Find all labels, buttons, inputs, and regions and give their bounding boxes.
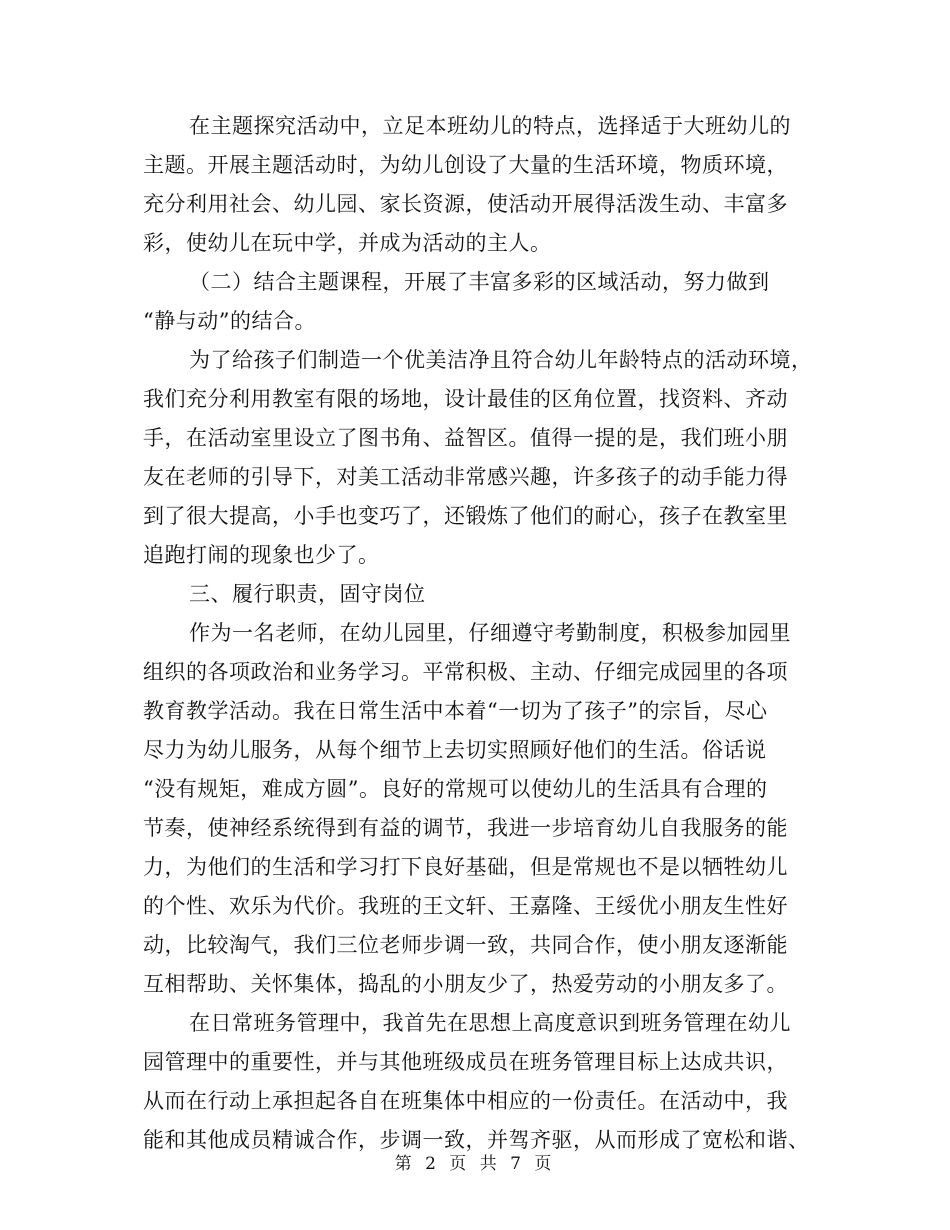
paragraph-line: 教育教学活动。我在日常生活中本着“一切为了孩子”的宗旨，尽心 <box>143 699 768 723</box>
paragraph-line: 力，为他们的生活和学习打下良好基础，但是常规也不是以牺牲幼儿 <box>143 855 788 879</box>
page-footer: 第 2 页 共 7 页 <box>394 1154 556 1174</box>
paragraph-line: 互相帮助、关怀集体，捣乱的小朋友少了，热爱劳动的小朋友多了。 <box>143 972 788 996</box>
paragraph-line: 主题。开展主题活动时，为幼儿创设了大量的生活环境，物质环境， <box>143 153 788 177</box>
paragraph-line: 节奏，使神经系统得到有益的调节，我进一步培育幼儿自我服务的能 <box>143 816 788 840</box>
paragraph-line: 组织的各项政治和业务学习。平常积极、主动、仔细完成园里的各项 <box>143 660 788 684</box>
paragraph-line: 手，在活动室里设立了图书角、益智区。值得一提的是，我们班小朋 <box>143 426 788 450</box>
paragraph-line: “没有规矩，难成方圆”。良好的常规可以使幼儿的生活具有合理的 <box>143 777 768 801</box>
paragraph-line: 我们充分利用教室有限的场地，设计最佳的区角位置，找资料、齐动 <box>143 387 788 411</box>
paragraph-line: 能和其他成员精诚合作，步调一致，并驾齐驱，从而形成了宽松和谐、 <box>143 1128 810 1152</box>
paragraph-line: 尽力为幼儿服务，从每个细节上去切实照顾好他们的生活。俗话说 <box>143 738 767 762</box>
paragraph-line: 充分利用社会、幼儿园、家长资源，使活动开展得活泼生动、丰富多 <box>143 192 788 216</box>
paragraph-line: 彩，使幼儿在玩中学，并成为活动的主人。 <box>143 231 552 255</box>
paragraph-line: 到了很大提高，小手也变巧了，还锻炼了他们的耐心，孩子在教室里 <box>143 504 788 528</box>
paragraph-line: 作为一名老师，在幼儿园里，仔细遵守考勤制度，积极参加园里 <box>189 621 791 645</box>
section-heading-line: “静与动”的结合。 <box>143 309 316 333</box>
paragraph-line: 从而在行动上承担起各自在班集体中相应的一份责任。在活动中，我 <box>143 1089 788 1113</box>
paragraph-line: 园管理中的重要性，并与其他班级成员在班务管理目标上达成共识， <box>143 1050 788 1074</box>
paragraph-line: 追跑打闹的现象也少了。 <box>143 543 380 567</box>
paragraph-line: 为了给孩子们制造一个优美洁净且符合幼儿年龄特点的活动环境， <box>189 348 813 372</box>
paragraph-line: 的个性、欢乐为代价。我班的王文轩、王嘉隆、王绥优小朋友生性好 <box>143 894 788 918</box>
document-body <box>143 107 811 1160</box>
paragraph-line: 在主题探究活动中，立足本班幼儿的特点，选择适于大班幼儿的 <box>189 114 791 138</box>
paragraph-line: 动，比较淘气，我们三位老师步调一致，共同合作，使小朋友逐渐能 <box>143 933 788 957</box>
paragraph-line: 在日常班务管理中，我首先在思想上高度意识到班务管理在幼儿 <box>189 1011 791 1035</box>
paragraph-line: 友在老师的引导下，对美工活动非常感兴趣，许多孩子的动手能力得 <box>143 465 788 489</box>
section-heading-line: （二）结合主题课程，开展了丰富多彩的区域活动，努力做到 <box>189 270 770 294</box>
section-heading: 三、履行职责，固守岗位 <box>189 582 426 606</box>
